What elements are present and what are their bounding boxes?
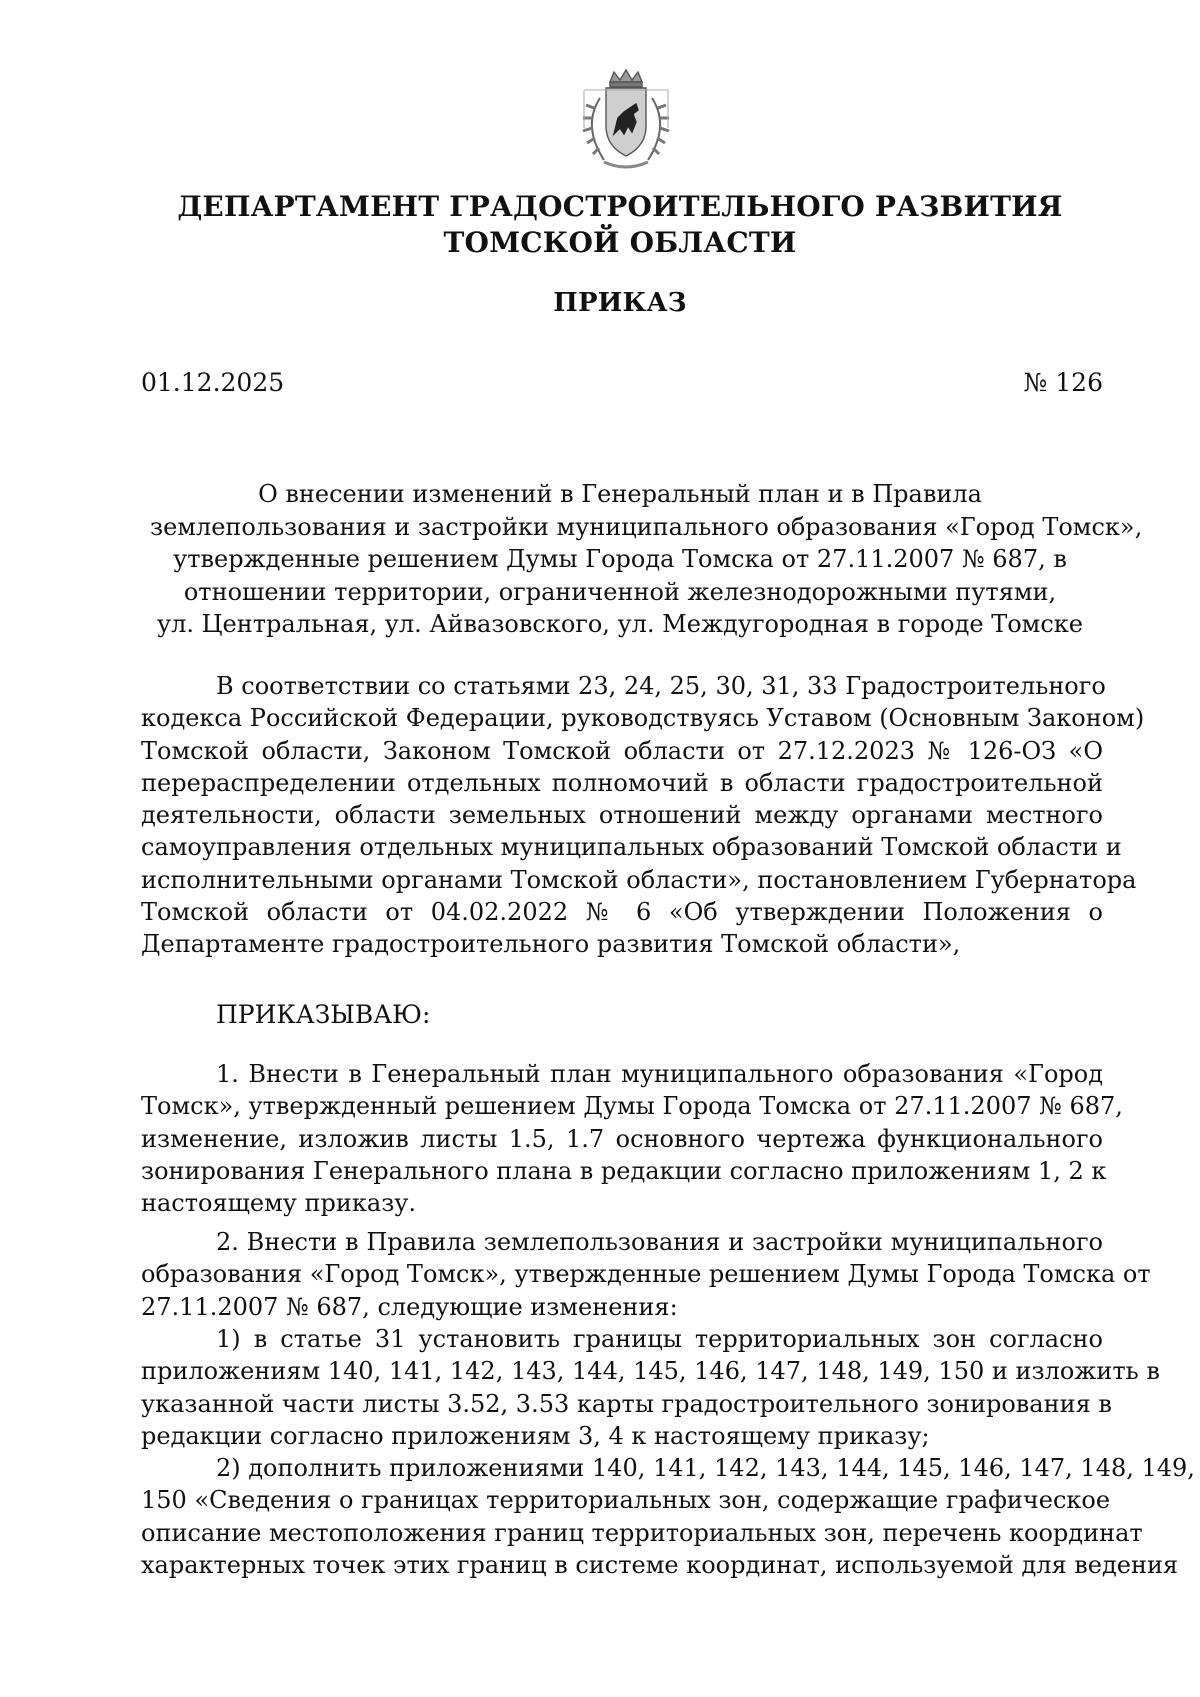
order-subitem-2-2 bbox=[141, 1452, 1195, 1581]
document-type: ПРИКАЗ bbox=[553, 288, 687, 318]
text-line: 1. Внести в Генеральный план муниципального образования «Город bbox=[216, 1060, 1103, 1088]
text-line: указанной части листы 3.52, 3.53 карты градостроительного зонирования в bbox=[141, 1389, 1112, 1418]
text-line: Томской области, Законом Томской области от 27.12.2023 № 126-ОЗ «О bbox=[141, 736, 1103, 765]
text-line: изменение, изложив листы 1.5, 1.7 основного чертежа функционального bbox=[141, 1124, 1103, 1153]
text-line: Департаменте градостроительного развития Томской области», bbox=[141, 930, 961, 959]
text-line: 27.11.2007 № 687, следующие изменения: bbox=[141, 1292, 678, 1321]
subject-line: утвержденные решением Думы Города Томска от 27.11.2007 № 687, в bbox=[173, 545, 1067, 573]
department-title-line-2: ТОМСКОЙ ОБЛАСТИ bbox=[443, 226, 797, 259]
document-meta bbox=[141, 366, 1103, 400]
text-line: характерных точек этих границ в системе координат, используемой для ведения bbox=[141, 1550, 1179, 1579]
text-line: кодекса Российской Федерации, руководствуясь Уставом (Основным Законом) bbox=[141, 704, 1145, 733]
order-subitem-2-1 bbox=[141, 1323, 1160, 1452]
department-title-line-1: ДЕПАРТАМЕНТ ГРАДОСТРОИТЕЛЬНОГО РАЗВИТИЯ bbox=[177, 190, 1063, 223]
text-line: образования «Город Томск», утвержденные решением Думы Города Томска от bbox=[141, 1260, 1151, 1289]
text-line: 2. Внести в Правила землепользования и застройки муниципального bbox=[216, 1228, 1103, 1256]
order-item-1 bbox=[141, 1058, 1123, 1219]
subject-line: землепользования и застройки муниципального образования «Город Томск», bbox=[150, 512, 1143, 541]
text-line: настоящему приказу. bbox=[141, 1189, 417, 1218]
order-item-2 bbox=[141, 1226, 1151, 1323]
subject-line: О внесении изменений в Генеральный план и в Правила bbox=[258, 480, 982, 508]
text-line: исполнительными органами Томской области», постановлением Губернатора bbox=[141, 865, 1137, 894]
text-line: перераспределении отдельных полномочий в области градостроительной bbox=[141, 768, 1103, 797]
text-line: редакции согласно приложениям 3, 4 к настоящему приказу; bbox=[141, 1421, 930, 1450]
text-line: В соответствии со статьями 23, 24, 25, 30, 31, 33 Градостроительного bbox=[216, 672, 1106, 700]
order-word: ПРИКАЗЫВАЮ: bbox=[216, 1000, 431, 1029]
text-line: 150 «Сведения о границах территориальных зон, содержащие графическое bbox=[141, 1486, 1111, 1515]
text-line: Томской области от 04.02.2022 № 6 «Об утверждении Положения о bbox=[141, 898, 1103, 927]
text-line: зонирования Генерального плана в редакции согласно приложениям 1, 2 к bbox=[141, 1156, 1107, 1185]
text-line: описание местоположения границ территориальных зон, перечень координат bbox=[141, 1518, 1143, 1547]
coat-of-arms-icon bbox=[570, 68, 682, 176]
text-line: Томск», утвержденный решением Думы Города Томска от 27.11.2007 № 687, bbox=[141, 1092, 1123, 1121]
text-line: самоуправления отдельных муниципальных образований Томской области и bbox=[141, 833, 1122, 862]
subject-line: отношении территории, ограниченной железнодорожными путями, bbox=[183, 577, 1057, 606]
document-number: № 126 bbox=[1023, 368, 1103, 397]
document-subject bbox=[150, 478, 1143, 641]
document-date: 01.12.2025 bbox=[141, 368, 285, 397]
subject-line: ул. Центральная, ул. Айвазовского, ул. Междугородная в городе Томске bbox=[157, 610, 1083, 638]
text-line: деятельности, области земельных отношений между органами местного bbox=[141, 801, 1103, 830]
preamble-paragraph bbox=[141, 670, 1145, 961]
text-line: 2) дополнить приложениями 140, 141, 142, 143, 144, 145, 146, 147, 148, 149, bbox=[216, 1454, 1195, 1482]
text-line: приложениям 140, 141, 142, 143, 144, 145, 146, 147, 148, 149, 150 и изложить в bbox=[141, 1357, 1160, 1386]
text-line: 1) в статье 31 установить границы территориальных зон согласно bbox=[216, 1325, 1103, 1353]
